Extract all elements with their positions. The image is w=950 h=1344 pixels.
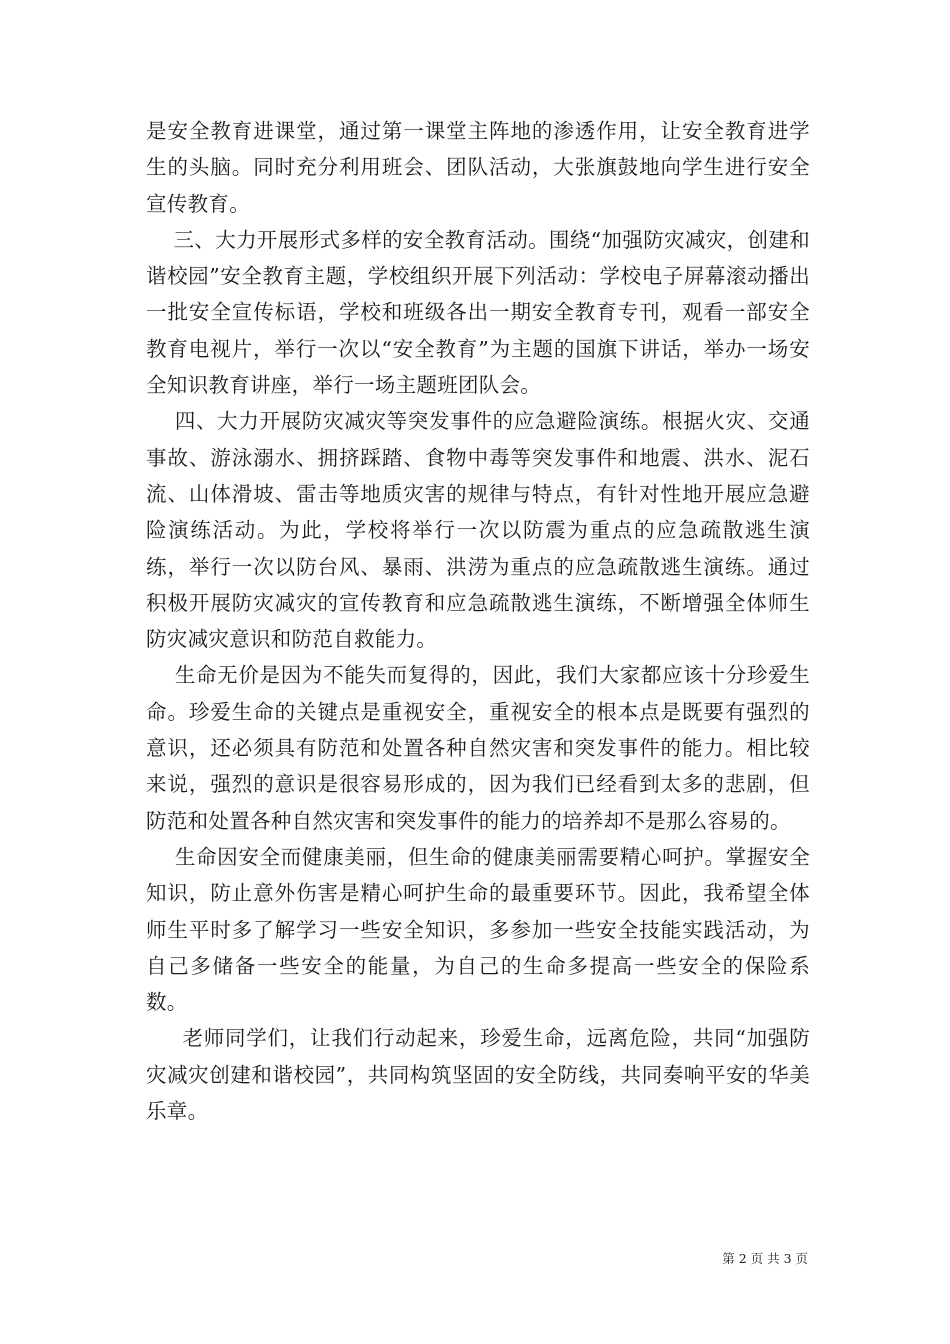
document-body [146,113,810,1129]
paragraph-3: 四、大力开展防灾减灾等突发事件的应急避险演练。根据火灾、交通事故、游泳溺水、拥挤踩踏、食物中毒等突发事件和地震、洪水、泥石流、山体滑坡、雷击等地质灾害的规律与特点，有针对性地开展应急避险演练活动。为此，学校将举行一次以防震为重点的应急疏散逃生演练，举行一次以防台风、暴雨、洪涝为重点的应急疏散逃生演练。通过积极开展防灾减灾的宣传教育和应急疏散逃生演练，不断增强全体师生防灾减灾意识和防范自救能力。 [146,409,811,652]
paragraph-2: 三、大力开展形式多样的安全教育活动。围绕“加强防灾减灾，创建和谐校园”安全教育主题，学校组织开展下列活动：学校电子屏幕滚动播出一批安全宣传标语，学校和班级各出一期安全教育专刊，观看一部安全教育电视片，举行一次以“安全教育”为主题的国旗下讲话，举办一场安全知识教育讲座，举行一场主题班团队会。 [146,227,811,398]
paragraph-4: 生命无价是因为不能失而复得的，因此，我们大家都应该十分珍爱生命。珍爱生命的关键点是重视安全，重视安全的根本点是既要有强烈的意识，还必须具有防范和处置各种自然灾害和突发事件的能力。相比较来说，强烈的意识是很容易形成的，因为我们已经看到太多的悲剧，但防范和处置各种自然灾害和突发事件的能力的培养却不是那么容易的。 [146,663,811,833]
page-number-footer: 第 2 页 共 3 页 [722,1251,808,1266]
paragraph-1: 是安全教育进课堂，通过第一课堂主阵地的渗透作用，让安全教育进学生的头脑。同时充分利用班会、团队活动，大张旗鼓地向学生进行安全宣传教育。 [146,119,810,216]
paragraph-5: 生命因安全而健康美丽，但生命的健康美丽需要精心呵护。掌握安全知识，防止意外伤害是精心呵护生命的最重要环节。因此，我希望全体师生平时多了解学习一些安全知识，多参加一些安全技能实践活动，为自己多储备一些安全的能量，为自己的生命多提高一些安全的保险系数。 [146,844,811,1015]
paragraph-6: 老师同学们，让我们行动起来，珍爱生命，远离危险，共同“加强防灾减灾创建和谐校园”，共同构筑坚固的安全防线，共同奏响平安的华美乐章。 [146,1026,810,1124]
